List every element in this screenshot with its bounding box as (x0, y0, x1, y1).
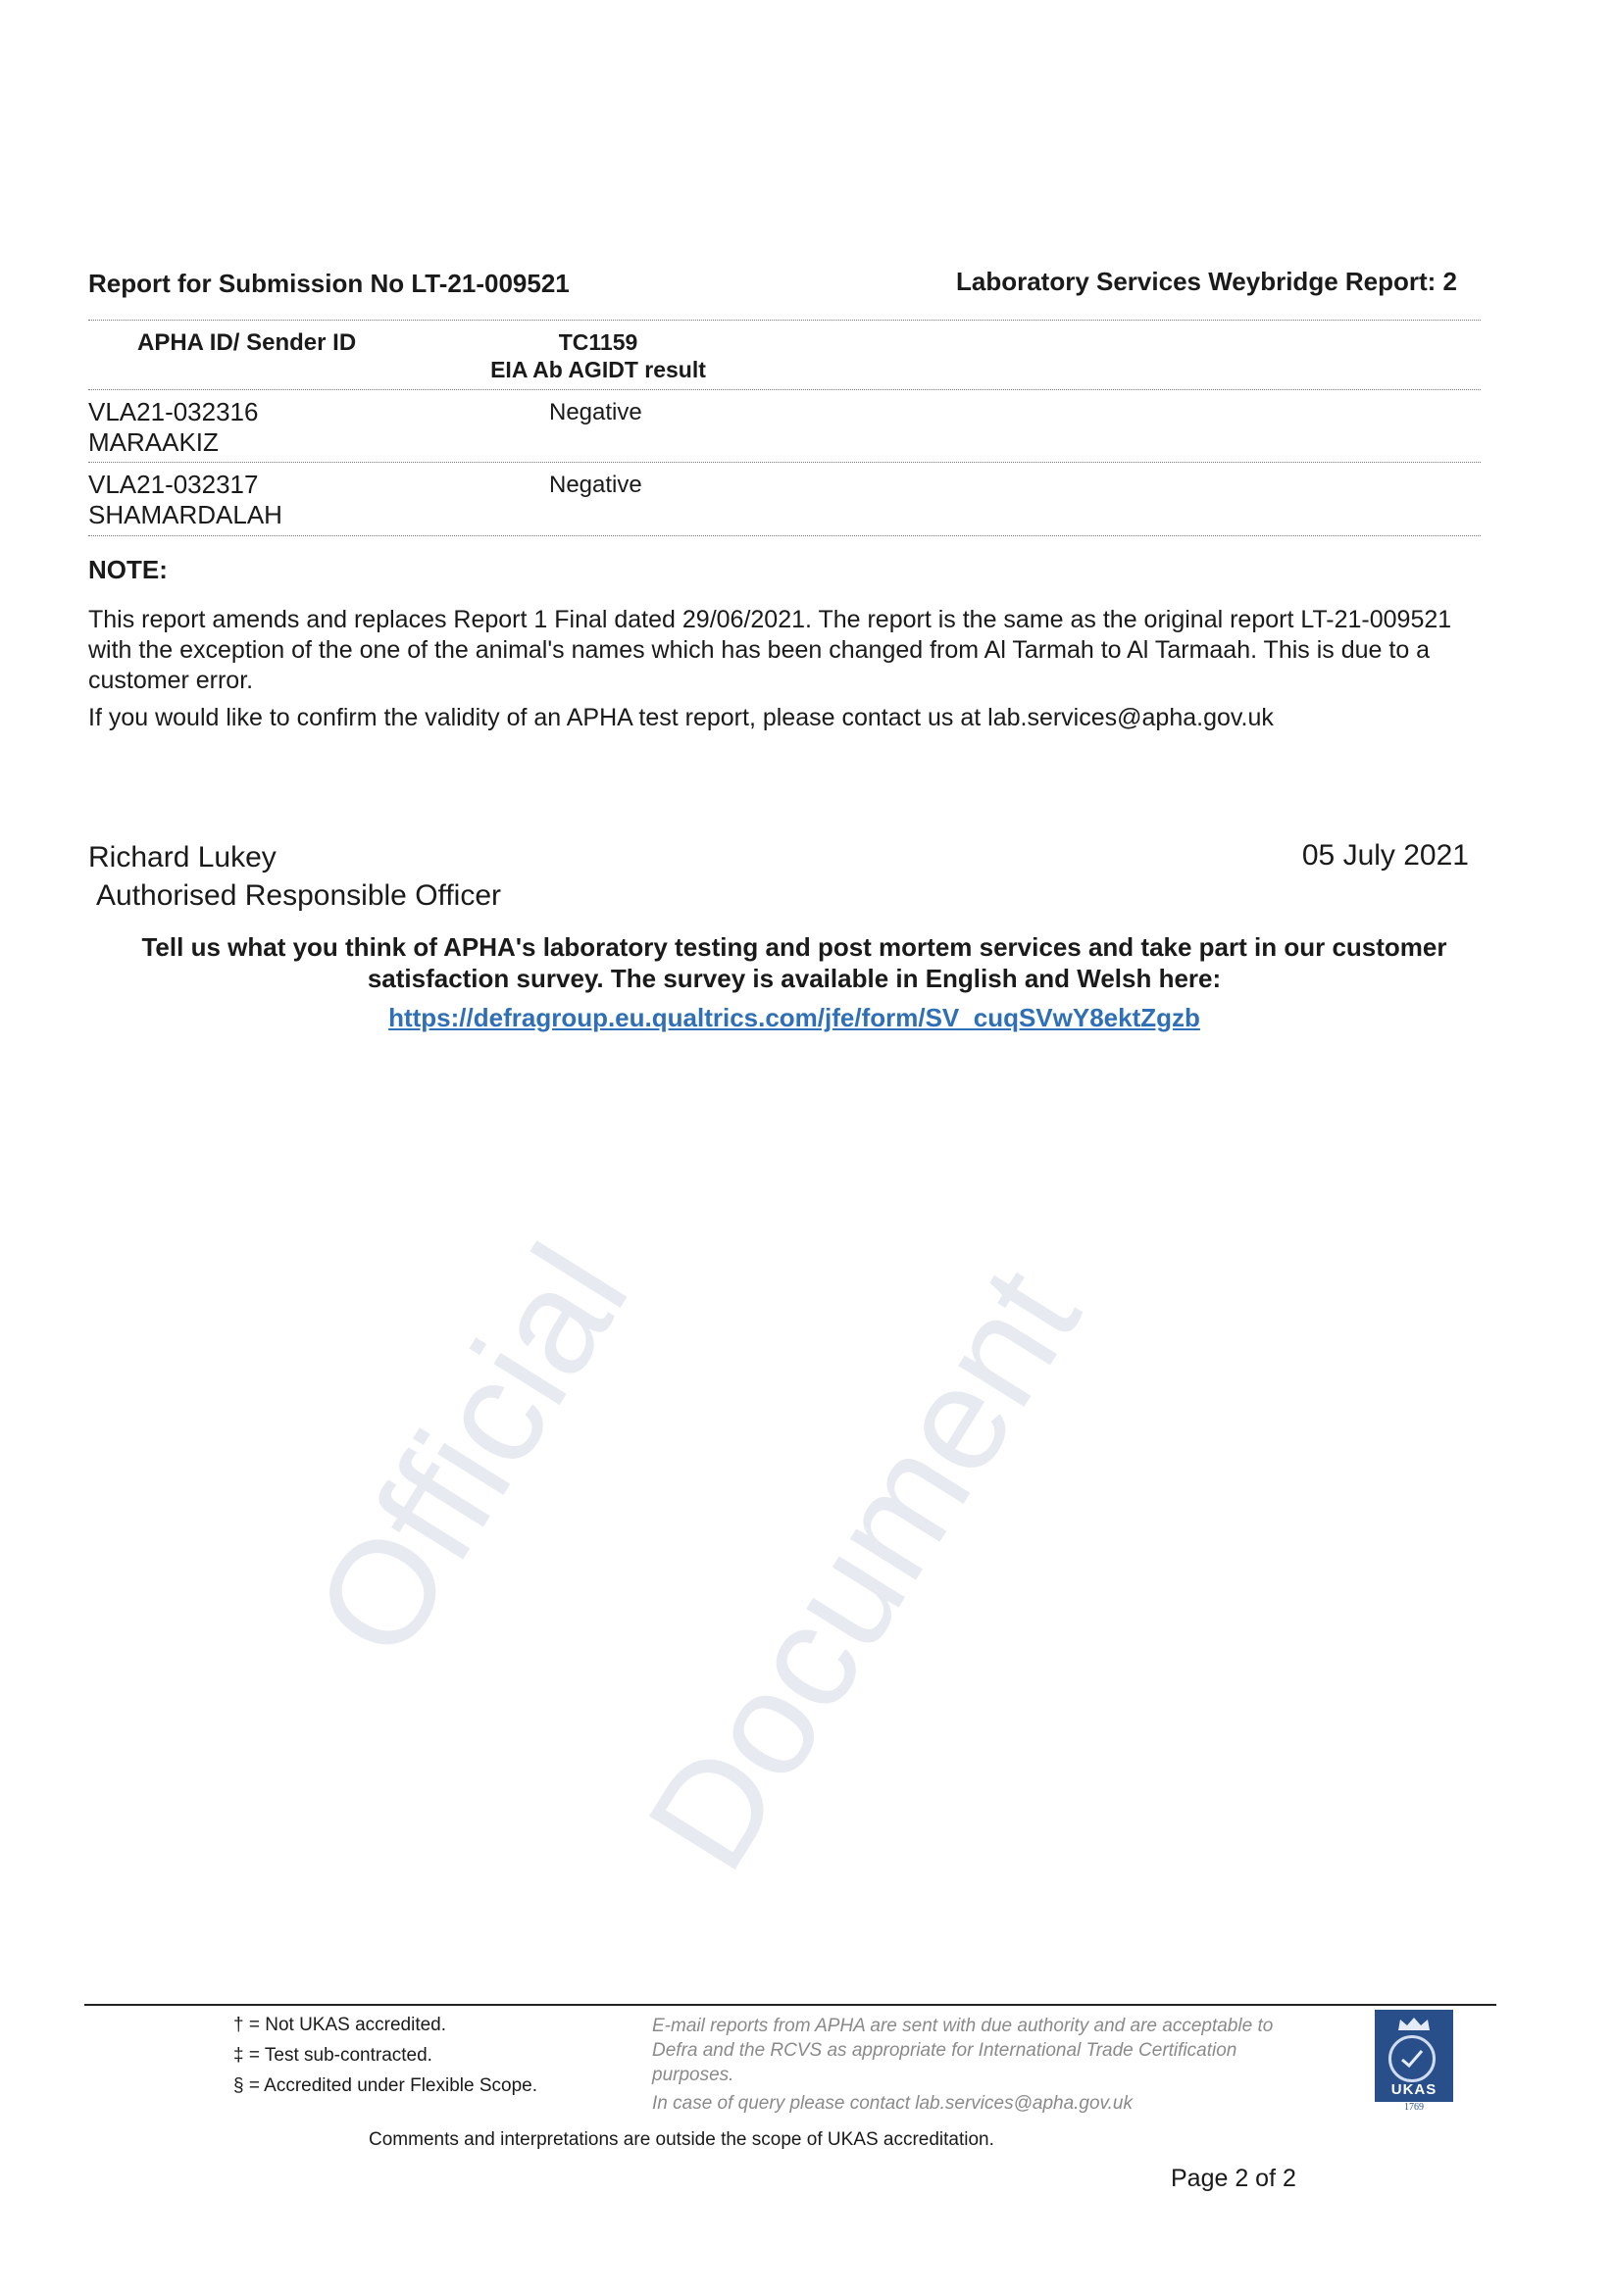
result-value: Negative (549, 399, 642, 425)
legend-item: † = Not UKAS accredited. (233, 2015, 447, 2035)
watermark-document: Document (615, 1240, 1111, 1897)
table-rule-top (88, 320, 1481, 321)
sample-id: VLA21-032317 (88, 470, 259, 499)
check-tick-icon (1391, 2038, 1433, 2079)
crown-icon (1396, 2016, 1432, 2031)
signer-name: Richard Lukey (88, 841, 277, 873)
signer-role: Authorised Responsible Officer (96, 879, 501, 912)
page-number: Page 2 of 2 (1171, 2165, 1296, 2192)
table-rule-row (88, 462, 1481, 463)
ukas-emblem-icon (1388, 2035, 1436, 2082)
column-header-id: APHA ID/ Sender ID (137, 329, 357, 356)
query-contact: In case of query please contact lab.services@apha.gov.uk (652, 2093, 1133, 2114)
sign-date: 05 July 2021 (1301, 839, 1469, 872)
animal-name: SHAMARDALAH (88, 500, 282, 529)
ukas-badge (1375, 2010, 1453, 2102)
table-row (88, 397, 258, 458)
table-rule-header (88, 389, 1481, 390)
ukas-logo (1375, 2010, 1453, 2113)
note-text: This report amends and replaces Report 1 Final dated 29/06/2021. The report is the same as the original report LT-21-009521 with the exception of the one of the animal's names which has been changed from Al Tarmah to Al Tarmaah. This is due to a customer error. (88, 606, 1452, 694)
test-name: EIA Ab AGIDT result (490, 357, 706, 382)
animal-name: MARAAKIZ (88, 427, 219, 457)
result-value: Negative (549, 472, 642, 498)
scope-statement: Comments and interpretations are outside the scope of UKAS accreditation. (369, 2129, 994, 2150)
note-title: NOTE: (88, 555, 168, 584)
ukas-label: UKAS (1390, 2081, 1437, 2098)
table-rule-bottom (88, 535, 1481, 536)
note-contact: If you would like to confirm the validity of an APHA test report, please contact us at lab.services@apha.gov.uk (88, 704, 1274, 731)
sample-id: VLA21-032316 (88, 397, 259, 426)
test-code: TC1159 (558, 329, 638, 355)
lab-report-title: Laboratory Services Weybridge Report: 2 (955, 267, 1457, 296)
email-disclaimer: E-mail reports from APHA are sent with due authority and are acceptable to Defra and the RCVS as appropriate for International Trade Certification purposes. (652, 2016, 1274, 2085)
survey-text: Tell us what you think of APHA's laboratory testing and post mortem services and take part in our customer satisfaction survey. The survey is available in English and Welsh here: (141, 932, 1447, 993)
watermark-official: Official (282, 1218, 659, 1684)
legend-item: § = Accredited under Flexible Scope. (233, 2075, 537, 2096)
legend-item: ‡ = Test sub-contracted. (233, 2045, 432, 2066)
survey-link[interactable]: https://defragroup.eu.qualtrics.com/jfe/form/SV_cuqSVwY8ektZgzb (388, 1003, 1200, 1032)
column-header-test (412, 328, 784, 383)
submission-title: Report for Submission No LT-21-009521 (88, 269, 570, 298)
table-row (88, 470, 282, 530)
footer-rule (84, 2004, 1496, 2006)
accreditation-legend (233, 2010, 537, 2101)
ukas-number: 1769 (1404, 2102, 1424, 2113)
